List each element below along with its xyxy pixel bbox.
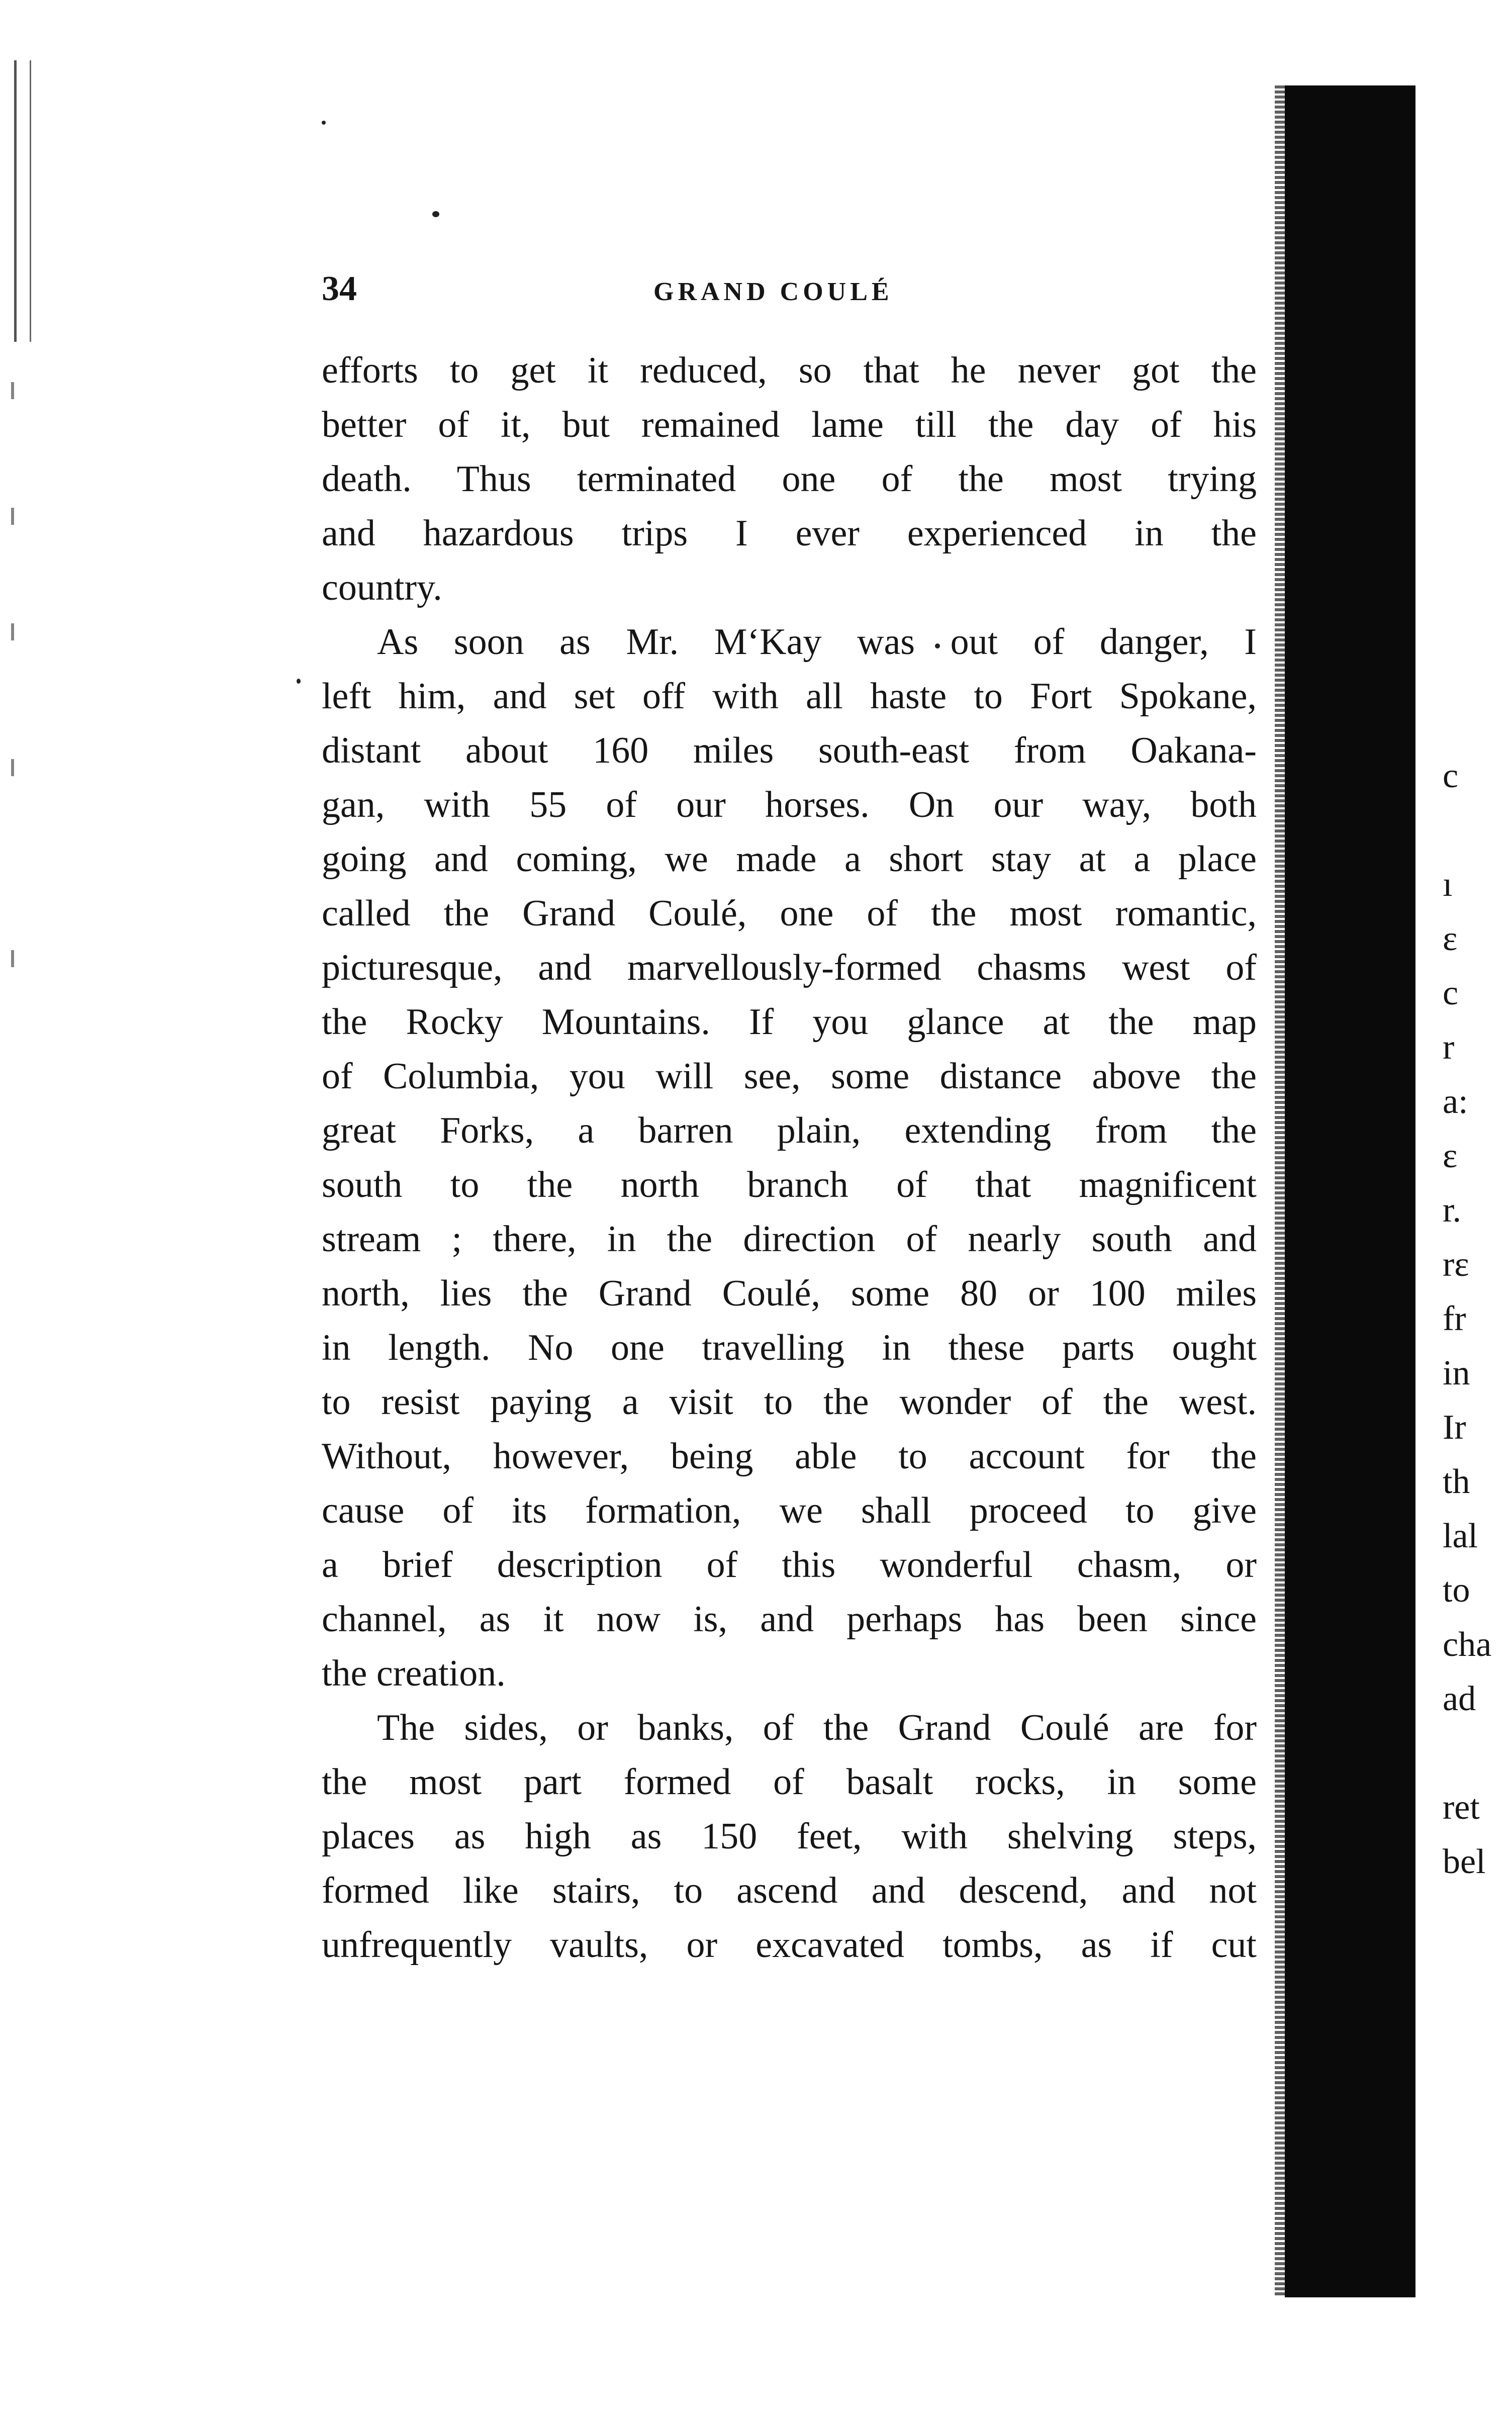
text-line: the most part formed of basalt rocks, in some <box>322 1761 1257 1803</box>
scan-binding-edge <box>14 60 31 342</box>
scan-mark <box>11 623 14 640</box>
text-line: The sides, or banks, of the Grand Coulé are for <box>377 1707 1257 1748</box>
text-line: the Rocky Mountains. If you glance at the map <box>322 1001 1257 1043</box>
facing-page-fragment: ret <box>1443 1788 1480 1827</box>
text-line: and hazardous trips I ever experienced in the <box>322 513 1257 554</box>
text-line: of Columbia, you will see, some distance above the <box>322 1056 1257 1097</box>
page-header <box>322 266 1257 312</box>
facing-page-fragment: fr <box>1443 1299 1466 1338</box>
facing-page-fragment: ad <box>1443 1680 1476 1718</box>
facing-page-fragment <box>1443 1726 1512 1781</box>
scan-mark <box>11 382 14 399</box>
facing-page-fragment: cha <box>1443 1625 1492 1664</box>
text-line: As soon as Mr. M‘Kay was out of danger, I <box>377 621 1257 663</box>
facing-page-fragment: ε <box>1443 1137 1458 1175</box>
gutter-shadow <box>1285 85 1415 2297</box>
scan-speck <box>322 121 326 125</box>
facing-page-fragment: bel <box>1443 1842 1486 1881</box>
text-line: channel, as it now is, and perhaps has been since <box>322 1599 1257 1640</box>
scan-mark <box>11 508 14 525</box>
text-line: efforts to get it reduced, so that he never got the <box>322 350 1257 391</box>
facing-page-fragment: rε <box>1443 1245 1469 1284</box>
text-line: gan, with 55 of our horses. On our way, both <box>322 784 1257 825</box>
text-line: cause of its formation, we shall proceed to give <box>322 1490 1257 1531</box>
facing-page-fragment: a: <box>1443 1082 1468 1121</box>
text-line: going and coming, we made a short stay at a place <box>322 839 1257 880</box>
body-text <box>322 343 1257 1972</box>
facing-page-fragment: r <box>1443 1028 1455 1067</box>
text-line: unfrequently vaults, or excavated tombs, as if cut <box>322 1924 1257 1966</box>
text-line: formed like stairs, to ascend and descend, and not <box>322 1870 1257 1911</box>
facing-page-fragment: c <box>1443 974 1459 1012</box>
text-line: south to the north branch of that magnificent <box>322 1164 1257 1205</box>
scan-mark <box>11 759 14 776</box>
facing-page-fragment <box>1443 803 1512 858</box>
text-line: distant about 160 miles south-east from Oakana- <box>322 730 1257 771</box>
page-number: 34 <box>322 269 357 308</box>
scan-speck <box>432 211 439 217</box>
text-line: to resist paying a visit to the wonder of the west. <box>322 1381 1257 1423</box>
facing-page-fragment: in <box>1443 1354 1470 1392</box>
text-line: north, lies the Grand Coulé, some 80 or 100 miles <box>322 1273 1257 1314</box>
text-line: death. Thus terminated one of the most trying <box>322 458 1257 500</box>
text-line: Without, however, being able to account for the <box>322 1436 1257 1477</box>
facing-page-fragment: ε <box>1443 919 1458 958</box>
text-line: picturesque, and marvellously-formed chasms west of <box>322 947 1257 988</box>
text-line: better of it, but remained lame till the day of his <box>322 404 1257 445</box>
text-line: in length. No one travelling in these parts ought <box>322 1327 1257 1368</box>
text-line: left him, and set off with all haste to Fort Spokane, <box>322 676 1257 717</box>
facing-page-fragment: ı <box>1443 865 1453 904</box>
facing-page-fragments <box>1443 749 1512 1889</box>
running-head: GRAND COULÉ <box>653 277 893 306</box>
facing-page-fragment: th <box>1443 1462 1470 1501</box>
scan-speck <box>297 679 301 684</box>
scan-mark <box>11 950 14 967</box>
facing-page-fragment: Ir <box>1443 1408 1466 1447</box>
facing-page-fragment: c <box>1443 757 1459 795</box>
facing-page-fragment: to <box>1443 1571 1470 1610</box>
text-line: the creation. <box>322 1653 506 1694</box>
facing-page-fragment: r. <box>1443 1191 1461 1230</box>
text-line: great Forks, a barren plain, extending from the <box>322 1110 1257 1151</box>
text-line: called the Grand Coulé, one of the most romantic, <box>322 893 1257 934</box>
text-line: country. <box>322 567 442 608</box>
text-line: a brief description of this wonderful chasm, or <box>322 1544 1257 1586</box>
text-line: places as high as 150 feet, with shelving steps, <box>322 1816 1257 1857</box>
facing-page-fragment: lal <box>1443 1517 1478 1555</box>
text-line: stream ; there, in the direction of nearly south and <box>322 1219 1257 1260</box>
